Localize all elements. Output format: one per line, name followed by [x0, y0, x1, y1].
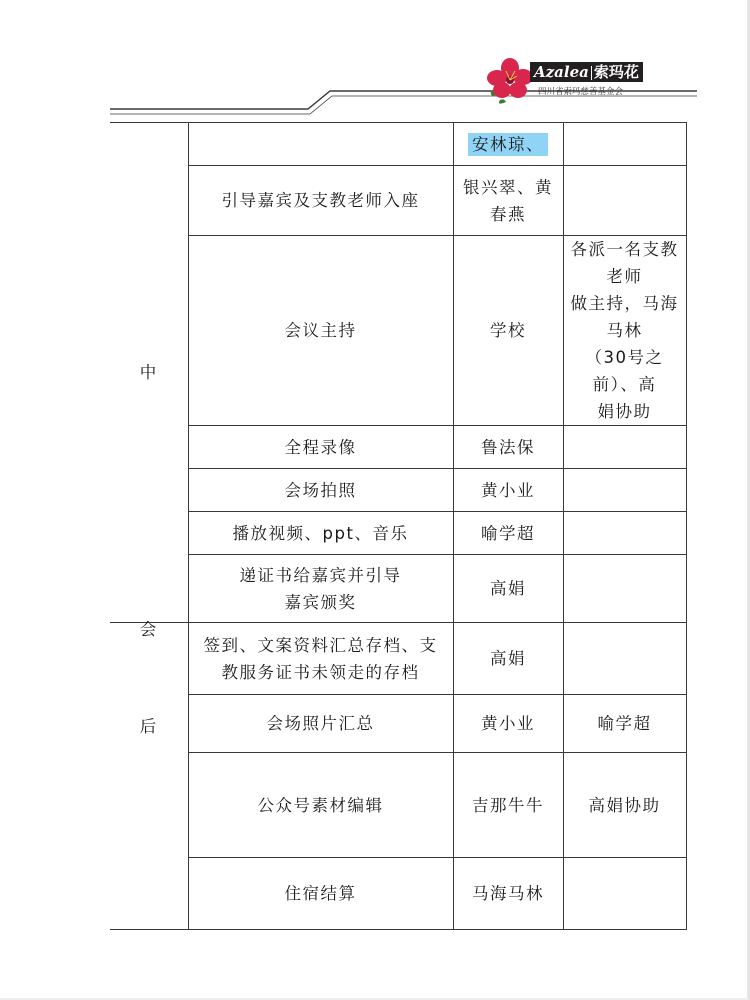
person-line: 春燕: [490, 204, 526, 224]
note-cell: [563, 469, 686, 512]
person-cell: 黄小业: [453, 695, 563, 753]
person-cell: 高娟: [453, 555, 563, 623]
person-cell: [453, 166, 563, 236]
person-cell: 喻学超: [453, 512, 563, 555]
logo-brand-latin: Azalea: [534, 63, 589, 81]
table-row: [110, 426, 686, 469]
task-cell: 住宿结算: [188, 858, 453, 930]
note-cell: 高娟协助: [563, 753, 686, 858]
table-row: [110, 166, 686, 236]
person-cell: 学校: [453, 236, 563, 426]
table-row: [110, 555, 686, 623]
note-cell: [563, 236, 686, 426]
table-row: [110, 858, 686, 930]
person-cell: 鲁法保: [453, 426, 563, 469]
task-cell: [188, 555, 453, 623]
person-cell: 黄小业: [453, 469, 563, 512]
note-line: 娟协助: [597, 402, 652, 421]
task-line: 教服务证书未领走的存档: [221, 662, 420, 682]
note-cell: [563, 623, 686, 695]
table-row: [110, 753, 686, 858]
person-cell: 马海马林: [453, 858, 563, 930]
logo-brand-chinese: 索玛花: [593, 63, 639, 81]
table-row: [110, 123, 686, 166]
note-cell: 喻学超: [563, 695, 686, 753]
task-cell: 播放视频、ppt、音乐: [188, 512, 453, 555]
task-cell: 全程录像: [188, 426, 453, 469]
task-line: 递证书给嘉宾并引导: [239, 565, 402, 585]
task-line: 嘉宾颁奖: [284, 592, 357, 612]
phase-cell-during: [110, 123, 188, 623]
table-row: [110, 623, 686, 695]
azalea-flower-icon: [486, 56, 534, 106]
task-line: 签到、文案资料汇总存档、支: [203, 635, 438, 655]
person-cell: [453, 123, 563, 166]
task-cell: [188, 623, 453, 695]
person-line: 银兴翠、黄: [463, 177, 553, 197]
person-cell: 高娟: [453, 623, 563, 695]
note-cell: [563, 166, 686, 236]
table-row: [110, 695, 686, 753]
phase-cell-after: [110, 620, 188, 930]
note-cell: [563, 123, 686, 166]
person-cell: 吉那牛牛: [453, 753, 563, 858]
phase-label: 会: [139, 620, 158, 639]
task-cell: 会场拍照: [188, 469, 453, 512]
task-cell: 引导嘉宾及支教老师入座: [188, 166, 453, 236]
task-cell: 会场照片汇总: [188, 695, 453, 753]
logo-organization-name: 四川省索玛慈善基金会: [538, 87, 624, 97]
table-row: [110, 512, 686, 555]
note-line: （30号之前）、高: [585, 348, 664, 394]
note-line: 做主持，马海马林: [570, 294, 679, 340]
note-line: 各派一名支教老师: [570, 240, 679, 286]
highlighted-person: 安林琼、: [468, 133, 548, 156]
note-cell: [563, 555, 686, 623]
phase-label: 中: [139, 363, 158, 382]
note-cell: [563, 858, 686, 930]
phase-label: 后: [139, 717, 158, 736]
task-assignment-table: [110, 122, 687, 930]
note-cell: [563, 426, 686, 469]
table-row: [110, 236, 686, 426]
foundation-logo: [486, 56, 656, 106]
task-cell: [188, 123, 453, 166]
logo-brand-name: [530, 62, 643, 82]
task-cell: 公众号素材编辑: [188, 753, 453, 858]
table-row: [110, 469, 686, 512]
note-cell: [563, 512, 686, 555]
task-cell: 会议主持: [188, 236, 453, 426]
